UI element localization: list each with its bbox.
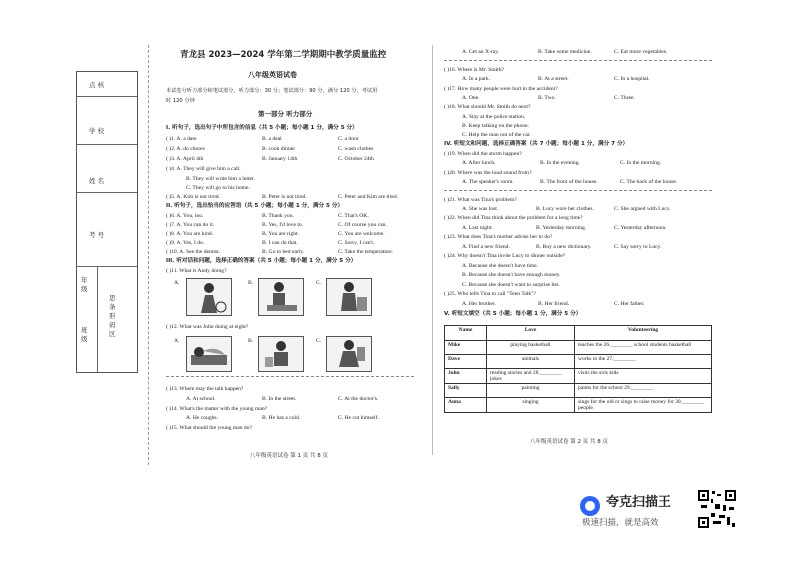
sidebar-class: 班级 <box>81 326 88 343</box>
q14-a: A. He coughs. <box>186 415 219 421</box>
right-divider-2 <box>444 190 712 191</box>
q4-a: ( )4. A. They will give him a call. <box>166 166 241 172</box>
q12-picture-c <box>326 336 372 372</box>
table-row <box>445 341 712 355</box>
q12-opt-c-label: C. <box>316 338 322 344</box>
q22-b: B. Yesterday morning. <box>536 225 587 231</box>
table-cell-name: Mike <box>445 341 487 355</box>
q4-c: C. They will go to his home. <box>186 185 250 191</box>
q23-question: ( )23. What does Tina's mother advise her to do? <box>444 234 553 240</box>
table-row <box>445 355 712 369</box>
q16-c: C. In a hospital. <box>614 76 650 82</box>
page-1-footer: 八年级英语试卷 第 1 页 共 8 页 <box>250 453 328 459</box>
q20-question: ( )20. Where was the loud sound from? <box>444 170 532 176</box>
section-i-heading: I. 听句子，选出句子中所包含的信息（共 5 小题；每小题 1 分，满分 5 分） <box>166 125 358 131</box>
qr-code <box>697 489 737 529</box>
q1-b: B. a deal <box>262 136 282 142</box>
q15-question: ( )15. What should the young man do? <box>166 425 252 431</box>
q9-c: C. Sorry, I can't. <box>338 240 375 246</box>
q25-a: A. Her brother. <box>462 301 496 307</box>
q16-a: A. In a park. <box>462 76 491 82</box>
scanner-slogan: 极速扫描，就是高效 <box>582 518 659 528</box>
cut-line <box>148 45 149 465</box>
table-cell-name: Dave <box>445 355 487 369</box>
table-cell-love[interactable]: reading stories and 28.________ jokes <box>487 369 575 384</box>
q9-a: ( )9. A. Yes, I do. <box>166 240 205 246</box>
q16-question: ( )16. Where is Mr. Smith? <box>444 67 505 73</box>
q21-a: A. She was lost. <box>462 206 499 212</box>
q13-a: A. At school. <box>186 396 216 402</box>
table-cell-love: singing <box>487 398 575 413</box>
sidebar-grade: 年级 <box>81 276 88 293</box>
q14-b: B. He has a cold. <box>262 415 301 421</box>
q9-b: B. I can do that. <box>262 240 298 246</box>
q11-picture-a <box>186 278 232 316</box>
q10-b: B. Go to bed early. <box>262 249 305 255</box>
q12-picture-a <box>186 336 232 372</box>
q25-b: B. Her friend. <box>538 301 570 307</box>
table-cell-name: Anna <box>445 398 487 413</box>
q15-a: A. Get an X-ray. <box>462 49 500 55</box>
table-header-love: Love <box>487 326 575 341</box>
table-cell-volunteering: visits the sick kids <box>575 369 712 384</box>
section-iv-heading: IV. 听短文和问题，选择正确答案（共 7 小题；每小题 1 分，满分 7 分） <box>444 141 629 147</box>
q20-c: C. The back of the house. <box>620 179 678 185</box>
q4-b: B. They will write him a letter. <box>186 176 255 182</box>
q18-c: C. Help the man out of the car. <box>462 132 531 138</box>
q1-c: C. a door <box>338 136 359 142</box>
part-one-heading: 第一部分 听力部分 <box>258 110 313 118</box>
q21-b: B. Lucy wore her clothes. <box>536 206 594 212</box>
q25-c: C. Her father. <box>614 301 645 307</box>
q19-question: ( )19. When did the storm happen? <box>444 151 522 157</box>
table-row <box>445 398 712 413</box>
scanner-logo-icon <box>580 496 600 516</box>
q22-c: C. Yesterday afternoon. <box>614 225 667 231</box>
paper-subtitle: 八年级英语试卷 <box>248 71 297 79</box>
q10-a: ( )10. A. See the dentist. <box>166 249 221 255</box>
q18-question: ( )18. What should Mr. Smith do next? <box>444 104 531 110</box>
q18-b: B. Keep talking on the phone. <box>462 123 529 129</box>
q19-c: C. In the morning. <box>620 160 662 166</box>
q15-b: B. Take some medicine. <box>538 49 592 55</box>
sidebar-seat: 点 核 <box>89 81 105 89</box>
page-2-footer: 八年级英语试卷 第 2 页 共 8 页 <box>530 439 608 445</box>
q8-a: ( )8. A. You are kind. <box>166 231 214 237</box>
q21-c: C. She argued with Lucy. <box>614 206 671 212</box>
q17-question: ( )17. How many people were hurt in the accident? <box>444 86 558 92</box>
section-ii-heading: II. 听句子，选出恰当的应答语（共 5 小题；每小题 1 分，满分 5 分） <box>166 203 344 209</box>
sidebar-name: 姓 名 <box>89 177 105 185</box>
table-header-volunteering: Volunteering <box>575 326 712 341</box>
q12-picture-b <box>258 336 304 372</box>
exam-note-line2: 时 120 分钟 <box>166 98 195 104</box>
section-v-heading: V. 听短文填空（共 5 小题；每小题 1 分，满分 5 分） <box>444 311 582 317</box>
q16-b: B. At a street. <box>538 76 569 82</box>
q10-c: C. Take the temperature. <box>338 249 393 255</box>
section-divider <box>166 376 414 377</box>
q25-question: ( )25. Who tells Tina to call "Teen Talk"? <box>444 291 536 297</box>
table-cell-love: playing basketball <box>487 341 575 355</box>
page-title: 青龙县 2023—2024 学年第二学期期中教学质量监控 <box>180 50 387 60</box>
table-cell-volunteering[interactable]: works in the 27.________ <box>575 355 712 369</box>
q14-c: C. He cut himself. <box>338 415 379 421</box>
q17-a: A. One. <box>462 95 480 101</box>
table-cell-volunteering[interactable]: paints for the school 29.________ <box>575 384 712 398</box>
fill-in-table <box>444 325 712 413</box>
q17-c: C. Three. <box>614 95 635 101</box>
table-header-row <box>445 326 712 341</box>
sidebar-school: 学 校 <box>89 127 105 135</box>
section-iii-heading: III. 听对话和问题，选择正确的答案（共 5 小题；每小题 1 分，满分 5 分） <box>166 258 357 264</box>
q8-c: C. You are welcome. <box>338 231 385 237</box>
q23-b: B. Buy a new dictionary. <box>536 244 592 250</box>
q3-b: B. January 14th <box>262 156 298 162</box>
q24-question: ( )24. Why doesn't Tina invite Lucy to dinner outside? <box>444 253 566 259</box>
q22-question: ( )22. When did Tina think about the problem for a long time? <box>444 215 583 221</box>
q13-question: ( )13. Where may the talk happen? <box>166 386 244 392</box>
q24-b: B. Because she doesn't have enough money. <box>462 272 561 278</box>
q24-a: A. Because she doesn't have time. <box>462 263 539 269</box>
q11-question: ( )11. What is Andy doing? <box>166 268 227 274</box>
q5-a: ( )5. A. Kim is not tired. <box>166 194 220 200</box>
q8-b: B. You are right. <box>262 231 299 237</box>
q11-picture-b <box>258 278 304 316</box>
q11-opt-c-label: C. <box>316 280 322 286</box>
q13-b: B. In the street. <box>262 396 297 402</box>
q12-opt-a-label: A. <box>174 338 180 344</box>
q15-c: C. Eat more vegetables. <box>614 49 668 55</box>
q3-c: C. October 24th <box>338 156 374 162</box>
q6-c: C. That's OK. <box>338 213 369 219</box>
exam-note-line1: 本试卷分听力部分和笔试部分，听力部分：30 分；笔试部分：90 分，满分 120 分，考试用 <box>166 88 378 94</box>
q7-b: B. Yes, I'd love to. <box>262 222 304 228</box>
q11-opt-b-label: B. <box>248 280 254 286</box>
q7-c: C. Of course you can. <box>338 222 387 228</box>
q12-question: ( )12. What was John doing at eight? <box>166 324 249 330</box>
table-row <box>445 369 712 384</box>
q13-c: C. At the doctor's. <box>338 396 379 402</box>
q2-b: B. cook dinner <box>262 146 296 152</box>
binding-sidebar <box>76 71 138 373</box>
table-cell-love: animals <box>487 355 575 369</box>
q18-a: A. Stay at the police station. <box>462 114 526 120</box>
q2-c: C. wash clothes <box>338 146 374 152</box>
scanner-brand: 夸克扫描王 <box>606 495 672 510</box>
q24-c: C. Because she doesn't want to surprise her. <box>462 282 560 288</box>
q23-c: C. Say sorry to Lucy. <box>614 244 662 250</box>
barcode-area-label: 思 条 形 码 区 <box>109 294 116 338</box>
q22-a: A. Last night. <box>462 225 493 231</box>
q6-a: ( )6. A. You, too. <box>166 213 204 219</box>
table-header-name: Name <box>445 326 487 341</box>
q14-question: ( )14. What's the matter with the young man? <box>166 406 268 412</box>
q5-c: C. Peter and Kim are tired. <box>338 194 399 200</box>
table-cell-volunteering[interactable]: sings for the old or sings to raise money for 30.________ people. <box>575 398 712 413</box>
q19-b: B. In the evening. <box>540 160 580 166</box>
q20-b: B. The front of the house. <box>540 179 598 185</box>
table-cell-name: John <box>445 369 487 384</box>
page-divider <box>432 45 433 455</box>
q23-a: A. Find a new friend. <box>462 244 510 250</box>
q5-b: B. Peter is not tired. <box>262 194 307 200</box>
q19-a: A. After lunch. <box>462 160 496 166</box>
q2-a: ( )2. A. do chores <box>166 146 205 152</box>
q12-opt-b-label: B. <box>248 338 254 344</box>
q7-a: ( )7. A. You can do it. <box>166 222 215 228</box>
table-row <box>445 384 712 398</box>
table-cell-volunteering[interactable]: teaches the 26.________ school students basketball <box>575 341 712 355</box>
q21-question: ( )21. What was Tina's problem? <box>444 197 517 203</box>
sidebar-exam-no: 考 号 <box>89 231 105 239</box>
q20-a: A. The speaker's room. <box>462 179 514 185</box>
q3-a: ( )3. A. April 4th <box>166 156 204 162</box>
q1-a: ( )1. A. a date <box>166 136 197 142</box>
right-divider-1 <box>444 60 712 61</box>
table-cell-name: Sally <box>445 384 487 398</box>
q11-opt-a-label: A. <box>174 280 180 286</box>
q17-b: B. Two. <box>538 95 556 101</box>
q11-picture-c <box>326 278 372 316</box>
table-cell-love: painting <box>487 384 575 398</box>
q6-b: B. Thank you. <box>262 213 294 219</box>
